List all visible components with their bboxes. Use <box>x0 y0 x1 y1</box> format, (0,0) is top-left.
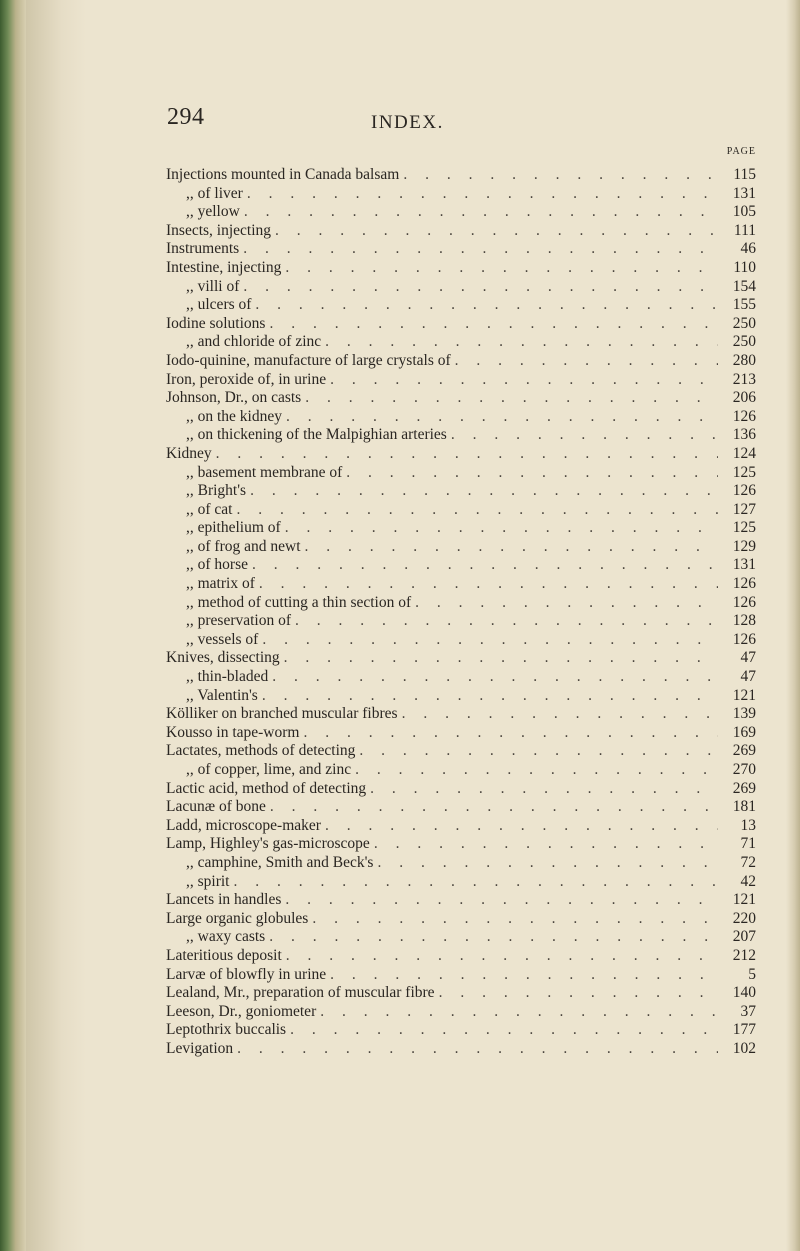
dot-leader <box>346 464 718 483</box>
dot-leader <box>216 445 718 464</box>
dot-leader <box>312 910 718 929</box>
index-term: ,, villi of <box>186 277 240 295</box>
index-term: Lamp, Highley's gas-microscope <box>166 835 370 853</box>
index-term: ,, of horse <box>186 556 248 574</box>
index-page-number: 250 <box>732 333 756 351</box>
index-page-number: 125 <box>732 519 756 537</box>
index-term: ,, vessels of <box>186 630 259 648</box>
index-entry <box>166 1040 756 1059</box>
index-term: ,, ulcers of <box>186 296 252 314</box>
index-page-number: 105 <box>732 203 756 221</box>
index-entry <box>166 780 756 799</box>
index-entry <box>166 501 756 520</box>
index-term: ,, on the kidney <box>186 407 282 425</box>
index-entry <box>166 482 756 501</box>
dot-leader <box>275 222 718 241</box>
index-term: Instruments <box>166 240 240 258</box>
dot-leader <box>325 333 718 352</box>
index-page-number: 126 <box>732 482 756 500</box>
index-term: ,, method of cutting a thin section of <box>186 593 412 611</box>
index-entry <box>166 538 756 557</box>
dot-leader <box>320 1003 718 1022</box>
dot-leader <box>286 947 718 966</box>
dot-leader <box>250 482 718 501</box>
index-term: ,, of copper, lime, and zinc <box>186 761 352 778</box>
dot-leader <box>284 649 718 668</box>
index-entry <box>166 222 756 241</box>
index-term: ,, waxy casts <box>186 928 266 946</box>
index-entry <box>166 594 756 613</box>
index-entry <box>166 315 756 334</box>
index-page-number: 280 <box>732 351 756 369</box>
dot-leader <box>305 389 718 408</box>
index-page-number: 131 <box>732 556 756 574</box>
page-right-edge <box>786 0 800 1251</box>
index-page-number: 154 <box>732 277 756 295</box>
index-entry <box>166 575 756 594</box>
index-page-number: 155 <box>732 296 756 314</box>
index-page-number: 5 <box>748 965 756 983</box>
dot-leader <box>359 742 718 761</box>
index-page-number: 46 <box>740 240 756 258</box>
index-entry <box>166 761 756 780</box>
index-page-number: 121 <box>732 891 756 909</box>
dot-leader <box>455 352 718 371</box>
index-entry <box>166 203 756 222</box>
dot-leader <box>259 575 718 594</box>
index-term: ,, and chloride of zinc <box>186 333 322 351</box>
index-term: Ladd, microscope-maker <box>166 816 321 834</box>
index-entry <box>166 333 756 352</box>
index-term: ,, of frog and newt <box>186 537 301 555</box>
index-page-number: 121 <box>732 686 756 704</box>
index-term: Lateritious deposit <box>166 946 282 964</box>
index-entry <box>166 873 756 892</box>
index-page-number: 71 <box>740 835 756 853</box>
index-page-number: 136 <box>732 426 756 444</box>
index-entry <box>166 891 756 910</box>
index-page-number: 269 <box>732 779 756 797</box>
index-term: ,, of cat <box>186 500 233 518</box>
index-term: Levigation <box>166 1039 234 1057</box>
index-term: Iodine solutions <box>166 314 266 332</box>
index-page-number: 126 <box>732 407 756 425</box>
index-term: ,, thin-bladed <box>186 668 269 686</box>
dot-leader <box>325 817 718 836</box>
index-page-number: 72 <box>740 853 756 871</box>
index-term: ,, on thickening of the Malpighian arteries <box>186 426 447 444</box>
dot-leader <box>439 984 718 1003</box>
index-entry <box>166 984 756 1003</box>
index-term: Larvæ of blowfly in urine <box>166 965 327 983</box>
dot-leader <box>377 854 718 873</box>
index-entry <box>166 426 756 445</box>
index-page-number: 270 <box>732 761 756 778</box>
index-term: Iodo-quinine, manufacture of large crystals of <box>166 351 451 369</box>
index-entry <box>166 687 756 706</box>
index-entry <box>166 185 756 204</box>
dot-leader <box>243 278 718 297</box>
index-term: Lacunæ of bone <box>166 798 266 816</box>
index-term: ,, preservation of <box>186 612 292 630</box>
index-page-number: 126 <box>732 593 756 611</box>
index-term: ,, epithelium of <box>186 519 281 537</box>
dot-leader <box>252 556 718 575</box>
index-page-number: 212 <box>732 946 756 964</box>
index-list <box>166 166 756 1059</box>
index-term: Leptothrix buccalis <box>166 1021 287 1039</box>
index-term: Large organic globules <box>166 909 309 927</box>
dot-leader <box>402 705 718 724</box>
index-page-number: 115 <box>733 166 756 183</box>
dot-leader <box>243 240 718 259</box>
dot-leader <box>305 538 719 557</box>
index-term: Lactic acid, method of detecting <box>166 779 367 797</box>
index-term: Kousso in tape-worm <box>166 723 300 741</box>
index-term: Iron, peroxide of, in urine <box>166 370 327 388</box>
index-term: ,, matrix of <box>186 575 255 593</box>
dot-leader <box>237 1040 718 1059</box>
index-page-number: 126 <box>732 575 756 593</box>
index-entry <box>166 259 756 278</box>
index-page-number: 177 <box>732 1021 756 1039</box>
index-entry <box>166 519 756 538</box>
index-entry <box>166 724 756 743</box>
dot-leader <box>247 185 718 204</box>
index-page-number: 47 <box>740 668 756 686</box>
dot-leader <box>234 873 719 892</box>
dot-leader <box>415 594 718 613</box>
index-entry <box>166 668 756 687</box>
page-column-label: PAGE <box>726 146 756 157</box>
index-page-number: 220 <box>732 909 756 927</box>
index-page-number: 126 <box>732 630 756 648</box>
index-page-number: 169 <box>732 723 756 741</box>
index-entry <box>166 296 756 315</box>
index-entry <box>166 631 756 650</box>
dot-leader <box>262 631 718 650</box>
index-page-number: 207 <box>732 928 756 946</box>
index-term: ,, Valentin's <box>186 686 258 704</box>
dot-leader <box>374 835 718 854</box>
index-term: Lactates, methods of detecting <box>166 742 356 760</box>
index-entry <box>166 742 756 761</box>
index-entry <box>166 798 756 817</box>
book-binding-edge <box>0 0 26 1251</box>
index-entry <box>166 240 756 259</box>
index-term: ,, Bright's <box>186 482 247 500</box>
index-entry <box>166 408 756 427</box>
index-term: Kidney <box>166 444 212 462</box>
index-term: ,, spirit <box>186 872 230 890</box>
dot-leader <box>355 761 718 780</box>
index-term: Johnson, Dr., on casts <box>166 389 302 407</box>
index-page-number: 111 <box>733 221 756 239</box>
dot-leader <box>272 668 718 687</box>
index-entry <box>166 947 756 966</box>
index-page-number: 131 <box>732 184 756 202</box>
index-term: Intestine, injecting <box>166 258 282 276</box>
index-entry <box>166 649 756 668</box>
index-entry <box>166 166 756 185</box>
index-entry <box>166 817 756 836</box>
index-entry <box>166 352 756 371</box>
index-entry <box>166 612 756 631</box>
index-entry <box>166 1003 756 1022</box>
index-entry <box>166 278 756 297</box>
dot-leader <box>330 966 718 985</box>
index-term: Kölliker on branched muscular fibres <box>166 705 398 723</box>
dot-leader <box>290 1021 718 1040</box>
page-number: 294 <box>167 104 205 130</box>
index-entry <box>166 371 756 390</box>
index-entry <box>166 966 756 985</box>
index-page-number: 140 <box>732 984 756 1002</box>
dot-leader <box>255 296 718 315</box>
running-head: INDEX. <box>371 112 444 133</box>
index-entry <box>166 389 756 408</box>
index-page-number: 110 <box>733 258 756 276</box>
index-term: ,, of liver <box>186 184 243 202</box>
index-page-number: 213 <box>732 370 756 388</box>
index-page-number: 139 <box>732 705 756 723</box>
index-page-number: 206 <box>732 389 756 407</box>
index-entry <box>166 928 756 947</box>
index-term: Leeson, Dr., goniometer <box>166 1002 317 1020</box>
dot-leader <box>244 203 718 222</box>
dot-leader <box>286 408 718 427</box>
index-entry <box>166 445 756 464</box>
index-entry <box>166 910 756 929</box>
index-entry <box>166 705 756 724</box>
index-term: Insects, injecting <box>166 221 272 239</box>
index-page-number: 42 <box>740 872 756 890</box>
dot-leader <box>262 687 718 706</box>
index-page-number: 13 <box>740 816 756 834</box>
dot-leader <box>370 780 718 799</box>
index-page-number: 181 <box>732 798 756 816</box>
index-page-number: 269 <box>732 742 756 760</box>
dot-leader <box>269 928 718 947</box>
index-term: Injections mounted in Canada balsam <box>166 166 400 183</box>
index-term: ,, yellow <box>186 203 240 221</box>
index-entry <box>166 1021 756 1040</box>
index-entry <box>166 854 756 873</box>
index-term: Knives, dissecting <box>166 649 280 667</box>
dot-leader <box>285 519 718 538</box>
index-term: ,, camphine, Smith and Beck's <box>186 853 374 871</box>
dot-leader <box>451 426 718 445</box>
index-term: Lancets in handles <box>166 891 282 909</box>
dot-leader <box>269 315 718 334</box>
page-gutter-shadow <box>26 0 86 1251</box>
index-page-number: 124 <box>732 444 756 462</box>
dot-leader <box>330 371 718 390</box>
index-entry <box>166 556 756 575</box>
index-page-number: 250 <box>732 314 756 332</box>
dot-leader <box>295 612 718 631</box>
index-page-number: 129 <box>732 537 756 555</box>
index-page-number: 47 <box>740 649 756 667</box>
index-page-number: 128 <box>732 612 756 630</box>
dot-leader <box>270 798 718 817</box>
index-entry <box>166 835 756 854</box>
index-page-number: 127 <box>732 500 756 518</box>
dot-leader <box>285 259 718 278</box>
index-page-number: 125 <box>732 463 756 481</box>
dot-leader <box>403 166 718 185</box>
dot-leader <box>236 501 718 520</box>
index-page-number: 102 <box>732 1039 756 1057</box>
index-term: Lealand, Mr., preparation of muscular fibre <box>166 984 435 1002</box>
index-entry <box>166 464 756 483</box>
index-page-number: 37 <box>740 1002 756 1020</box>
dot-leader <box>303 724 718 743</box>
dot-leader <box>285 891 718 910</box>
index-term: ,, basement membrane of <box>186 463 343 481</box>
